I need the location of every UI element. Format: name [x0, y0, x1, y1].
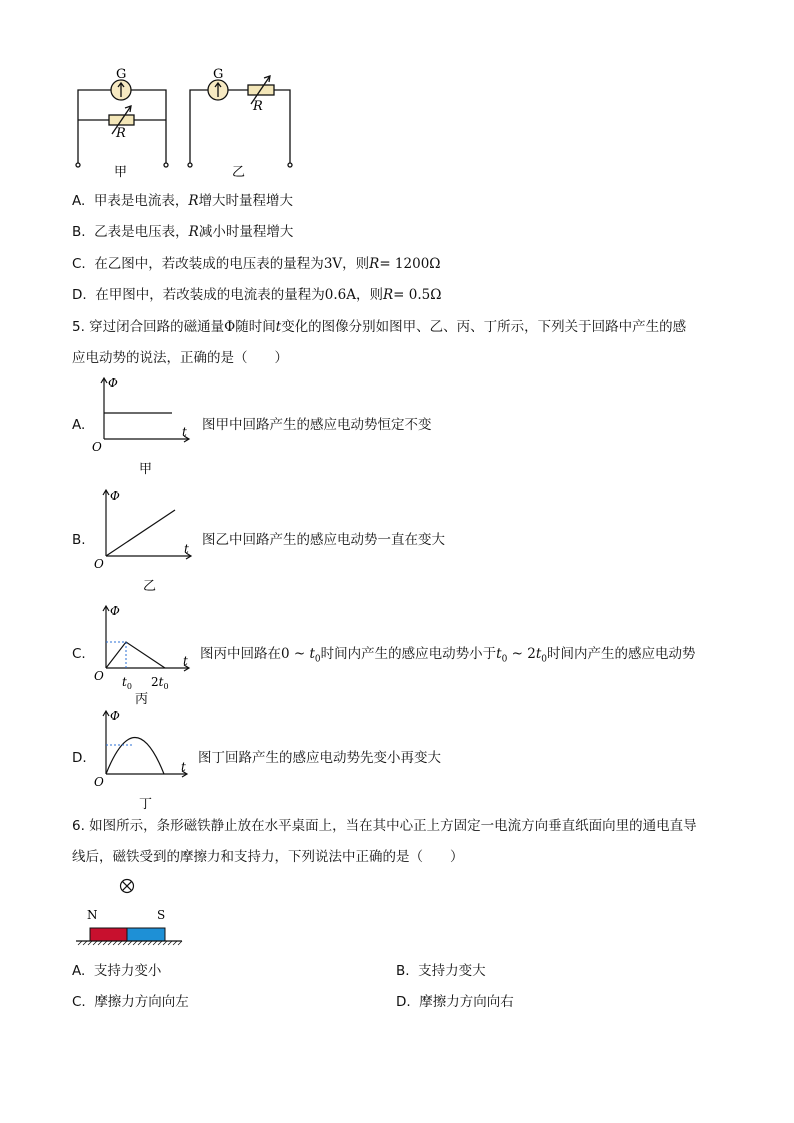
axis-label-phi: Φ [110, 709, 120, 723]
axis-label-t: t [184, 542, 189, 556]
graph-caption: 丙 [135, 692, 149, 707]
graph-b [88, 484, 198, 596]
origin-label: O [92, 440, 102, 454]
option-a[interactable]: A. 支持力变小 [72, 963, 162, 979]
south-pole-label: S [157, 908, 166, 922]
north-pole-label: N [87, 908, 98, 922]
wire [274, 90, 290, 163]
option-b[interactable]: B. 乙表是电压表，R减小时量程增大 [72, 224, 294, 240]
magnet-figure [70, 873, 190, 953]
option-a-text[interactable]: 图甲中回路产生的感应电动势恒定不变 [202, 417, 432, 433]
current-into-page-icon [121, 880, 134, 893]
option-letter[interactable]: D. [72, 750, 87, 766]
flux-line [106, 510, 175, 556]
option-c[interactable]: C. 在乙图中，若改装成的电压表的量程为3V，则R= 1200Ω [72, 256, 441, 272]
option-letter[interactable]: A. [72, 417, 86, 433]
resistor-label: R [253, 99, 263, 114]
flux-line [106, 642, 165, 668]
meter-label: G [213, 67, 224, 82]
tick-t0: $t_0$ [122, 675, 132, 691]
option-b-text[interactable]: 图乙中回路产生的感应电动势一直在变大 [202, 532, 445, 548]
axis-label-phi: Φ [110, 604, 120, 618]
question-6-stem-line2: 线后，磁铁受到的摩擦力和支持力，下列说法中正确的是（ ） [72, 849, 464, 865]
option-d[interactable]: D. 摩擦力方向向右 [396, 994, 514, 1010]
graph-caption: 甲 [139, 462, 153, 477]
graph-d [88, 705, 198, 815]
circuit-figure [60, 58, 310, 183]
wire [131, 90, 166, 163]
option-a[interactable]: A. 甲表是电流表，R增大时量程增大 [72, 193, 294, 209]
flux-line [106, 738, 164, 775]
graph-caption: 乙 [143, 579, 157, 594]
caption: 甲 [114, 165, 128, 180]
question-6-stem-line1: 6. 如图所示，条形磁铁静止放在水平桌面上，当在其中心正上方固定一电流方向垂直纸面向里的通电直导 [72, 818, 697, 834]
option-c-text[interactable]: 图丙中回路在0 ~ $t_0$时间内产生的感应电动势小于$t_0$ ~ $2t_0$时间内产生的感应电动势 [200, 646, 696, 665]
wire [78, 90, 111, 163]
option-d[interactable]: D. 在甲图中，若改装成的电流表的量程为0.6A，则R= 0.5Ω [72, 287, 442, 303]
axis-label-phi: Φ [108, 376, 118, 390]
origin-label: O [94, 775, 104, 789]
question-5-stem-line2: 应电动势的说法，正确的是（ ） [72, 350, 288, 366]
option-c[interactable]: C. 摩擦力方向向左 [72, 994, 189, 1010]
axis-label-t: t [181, 760, 186, 774]
question-5-stem-line1: 5. 穿过闭合回路的磁通量Φ随时间t变化的图像分别如图甲、乙、丙、丁所示，下列关于回路中产生的感 [72, 319, 687, 335]
resistor-label: R [116, 126, 126, 141]
wire [190, 90, 208, 163]
graph-caption: 丁 [139, 797, 153, 812]
option-d-text[interactable]: 图丁回路产生的感应电动势先变小再变大 [198, 750, 441, 766]
tick-2t0: $2t_0$ [151, 675, 169, 691]
graph-c [88, 600, 198, 708]
axis-label-t: t [183, 654, 188, 668]
meter-label: G [116, 67, 127, 82]
origin-label: O [94, 557, 104, 571]
option-letter[interactable]: C. [72, 646, 86, 662]
magnet-north [90, 928, 127, 941]
option-b[interactable]: B. 支持力变大 [396, 963, 486, 979]
origin-label: O [94, 669, 104, 683]
axis-label-t: t [182, 425, 187, 439]
axis-label-phi: Φ [110, 489, 120, 503]
magnet-south [127, 928, 165, 941]
option-letter[interactable]: B. [72, 532, 86, 548]
graph-a [88, 373, 198, 478]
caption: 乙 [232, 165, 246, 180]
